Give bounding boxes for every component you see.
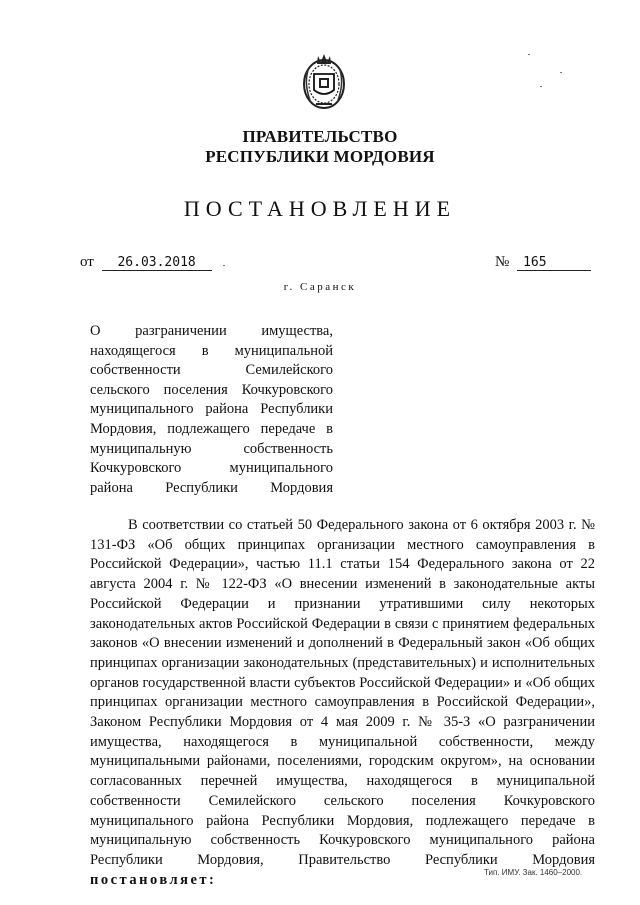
scan-speck xyxy=(223,265,225,266)
print-footer: Тип. ИМУ. Зак. 1460–2000. xyxy=(484,868,583,877)
resolves-keyword: постановляет: xyxy=(90,871,217,888)
decree-body-paragraph xyxy=(90,516,595,890)
scan-speck xyxy=(560,72,562,73)
number-value: 165 xyxy=(517,255,591,271)
date-line xyxy=(80,254,212,271)
scan-speck xyxy=(540,86,542,87)
document-type-title: ПОСТАНОВЛЕНИЕ xyxy=(183,196,457,221)
date-prefix: от xyxy=(80,254,94,270)
coat-of-arms-emblem xyxy=(300,50,348,112)
city-line: г. Саранск xyxy=(283,281,357,293)
body-text: В соответствии со статьей 50 Федерального закона от 6 октября 2003 г. № 131-ФЗ «Об общих принципах организации местного самоуправления в Российской Федерации», частью 11.1 статьи 154 Федерального закона от 22 августа 2004 г. № 122-ФЗ «О внесении изменений в законодательные акты Российской Федерации и признании утратившими силу некоторых законодательных актов Российской Федерации в связи с принятием федеральных законов «О внесении изменений и дополнений в Федеральный закон «Об общих принципах организации законодательных (представительных) и исполнительных органов государственной власти субъектов Российской Федерации» и «Об общих принципах организации местного самоуправления в Российской Федерации», Законом Республики Мордовия от 4 мая 2009 г. № 35-З «О разграничении имущества, находящегося в муниципальной собственности, между муниципальными районами, поселениями, городским округом», на основании согласованных перечней имущества, находящегося в муниципальной собственности Семилейского сельского поселения Кочкуровского муниципального района Республики Мордовия, подлежащего передаче в муниципальную собственность Кочкуровского муниципального района Республики Мордовия, Правительство Республики Мордовия xyxy=(90,517,595,868)
government-title-line2: РЕСПУБЛИКИ МОРДОВИЯ xyxy=(205,147,435,166)
date-value: 26.03.2018 xyxy=(102,255,212,271)
number-prefix: № xyxy=(495,254,510,270)
scan-speck xyxy=(528,54,530,55)
number-line xyxy=(495,254,591,271)
decree-subject: О разграничении имущества, находящегося в муниципальной собственности Семилейского сельского поселения Кочкуровского муниципального района Республики Мордовия, подлежащего передаче в муниципальную собственность Кочкуровского муниципального района Республики Мордовия xyxy=(90,323,333,496)
government-title-line1: ПРАВИТЕЛЬСТВО xyxy=(242,127,398,146)
